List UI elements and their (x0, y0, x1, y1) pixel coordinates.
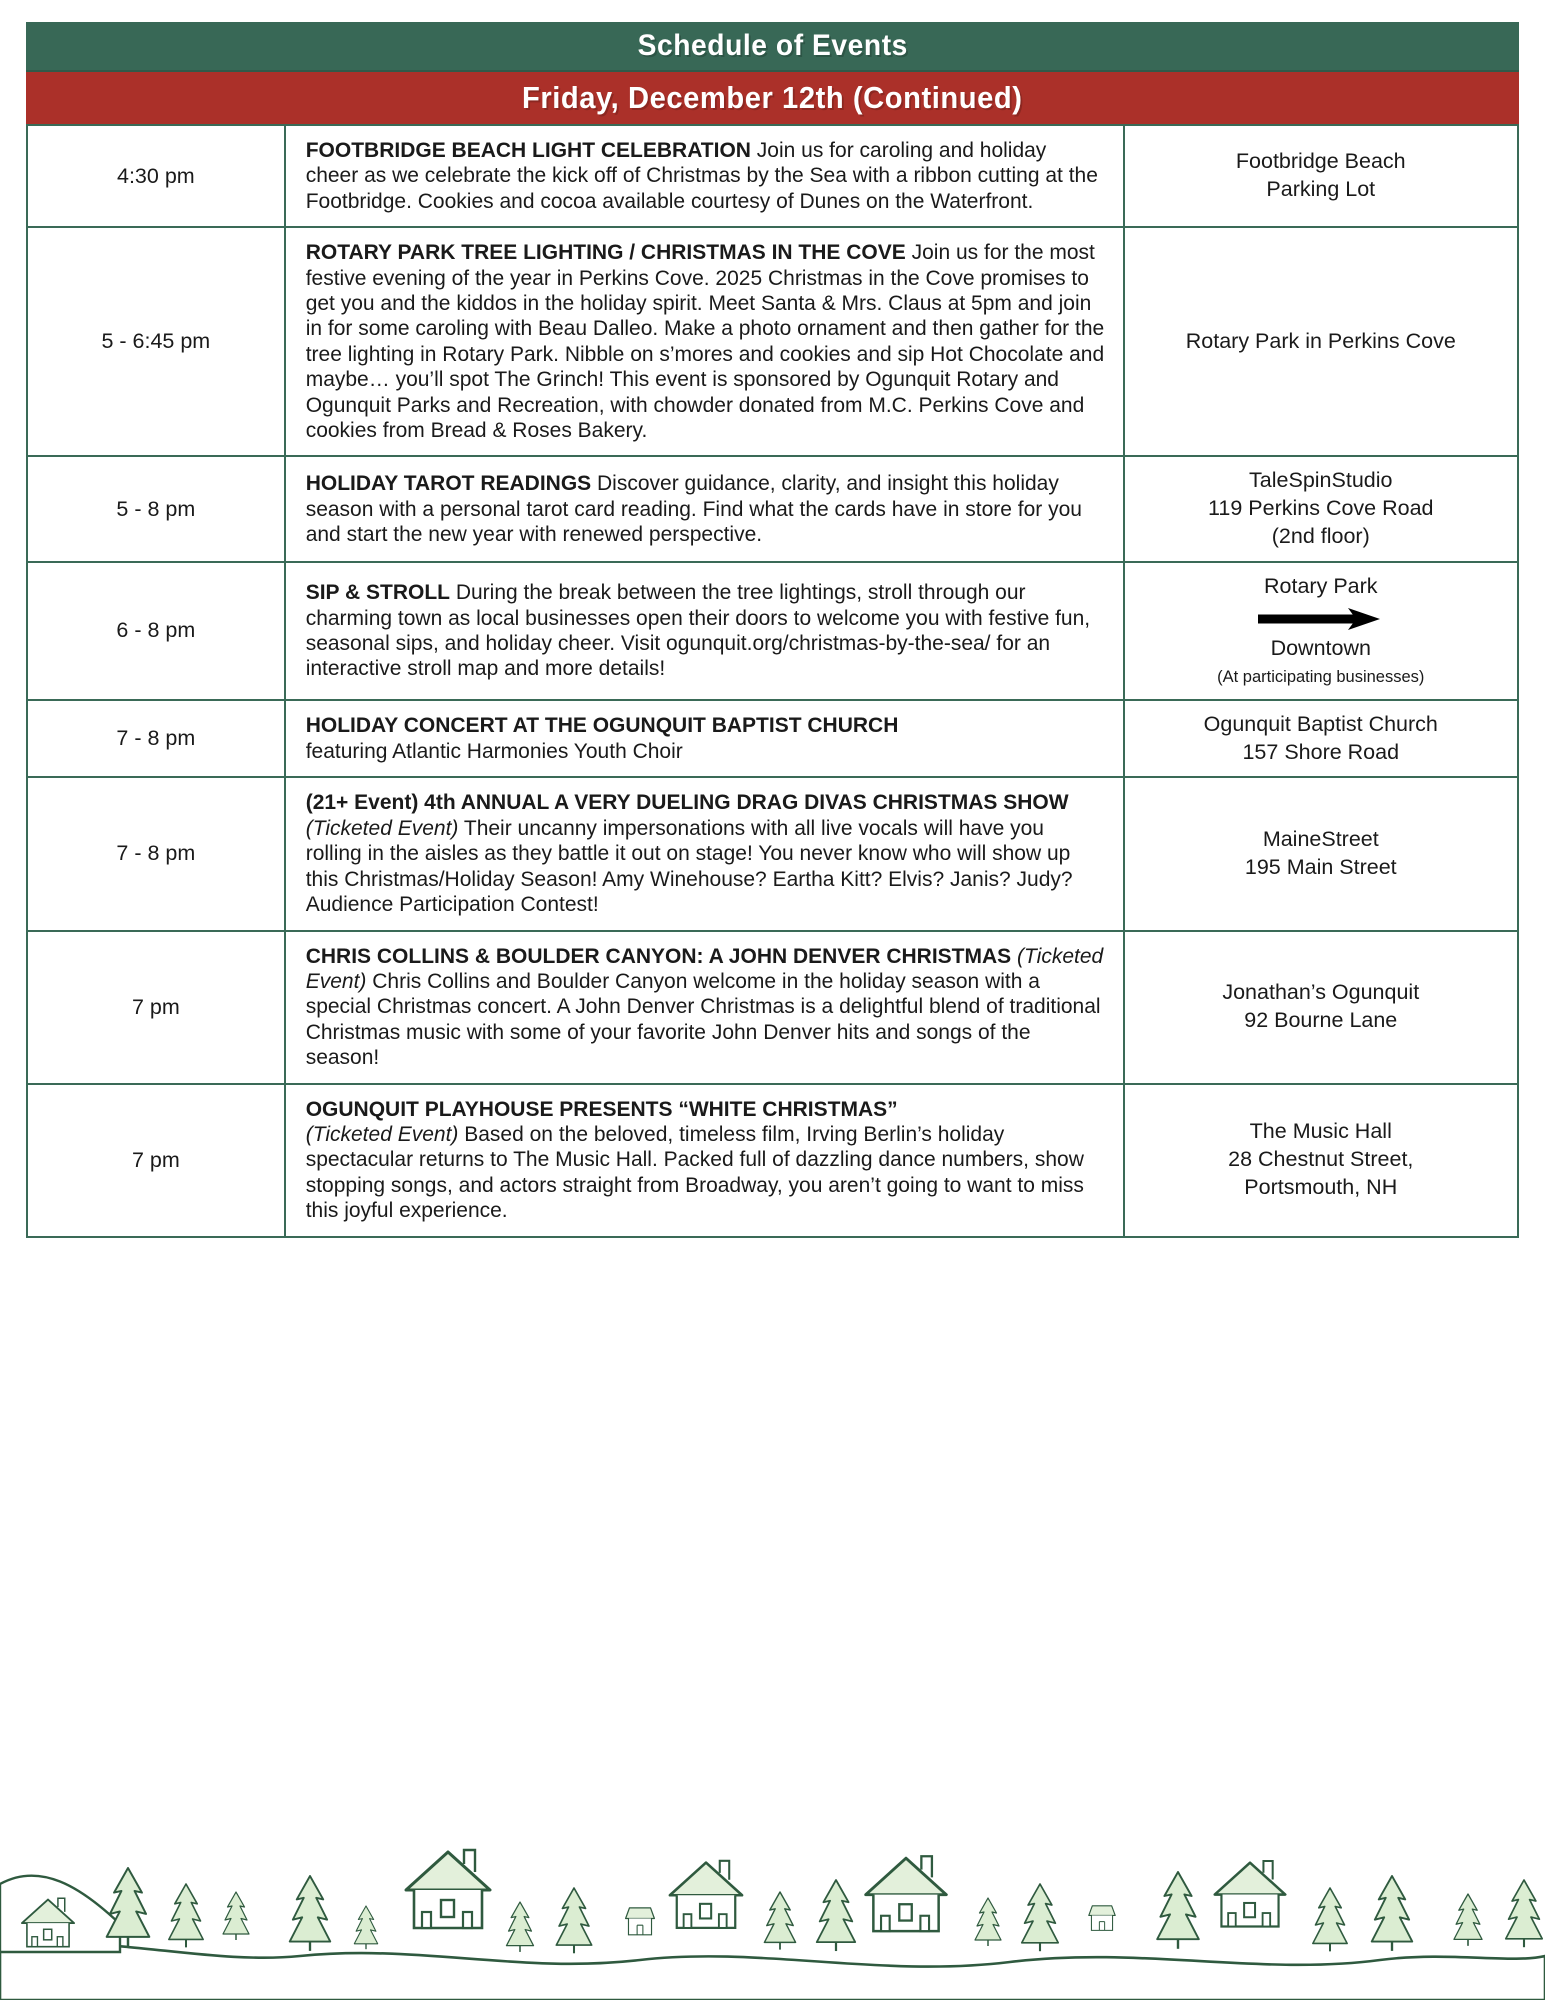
event-title: (21+ Event) 4th ANNUAL A VERY DUELING DRAG DIVAS CHRISTMAS SHOW (305, 791, 1069, 815)
event-title: HOLIDAY TAROT READINGS (305, 472, 592, 496)
event-time: 7 pm (27, 1084, 285, 1237)
event-description (285, 125, 1124, 227)
date-header-banner (26, 70, 1519, 124)
ticketed-note: (Ticketed Event) (305, 816, 459, 840)
date-subtitle: Friday, December 12th (Continued) (522, 80, 1023, 115)
location-line: Rotary Park in Perkins Cove (1185, 328, 1456, 353)
event-title: ROTARY PARK TREE LIGHTING / CHRISTMAS IN THE COVE (305, 241, 906, 265)
location-note: (At participating businesses) (1217, 668, 1425, 687)
event-time: 7 - 8 pm (27, 777, 285, 930)
arrow-origin-label: Rotary Park (1264, 574, 1378, 599)
event-description (285, 931, 1124, 1084)
location-line: TaleSpinStudio (1249, 468, 1393, 493)
table-row (27, 227, 1518, 456)
event-title: CHRIS COLLINS & BOULDER CANYON: A JOHN DENVER CHRISTMAS (305, 944, 1012, 968)
event-time: 5 - 8 pm (27, 456, 285, 562)
location-line: MaineStreet (1262, 827, 1379, 852)
event-description (285, 562, 1124, 699)
event-body: Based on the beloved, timeless film, Irving Berlin’s holiday spectacular returns to The Music Hall. Packed full of dazzling dance numbers, show stopping songs, and actors straight from Broadway, you aren’t going to want to miss this joyful experience. (305, 1122, 1084, 1223)
event-body: featuring Atlantic Harmonies Youth Choir (305, 739, 683, 763)
location-line: Jonathan’s Ogunquit (1222, 980, 1420, 1005)
event-body: Join us for caroling and holiday cheer as we celebrate the kick off of Christmas by the Sea with a ribbon cutting at the Footbridge. Cookies and cocoa available courtesy of Dunes on the Waterfront. (305, 139, 1098, 213)
location-line: 92 Bourne Lane (1244, 1008, 1398, 1033)
event-time: 4:30 pm (27, 125, 285, 227)
event-title: OGUNQUIT PLAYHOUSE PRESENTS “WHITE CHRISTMAS” (305, 1097, 898, 1121)
event-description (285, 700, 1124, 778)
ticketed-note: (Ticketed Event) (305, 944, 1104, 993)
event-location (1124, 1084, 1518, 1237)
location-line: Footbridge Beach (1235, 149, 1406, 174)
page-title: Schedule of Events (637, 29, 908, 62)
ticketed-note: (Ticketed Event) (305, 1122, 459, 1146)
event-location (1124, 125, 1518, 227)
table-row (27, 931, 1518, 1084)
event-body: Discover guidance, clarity, and insight this holiday season with a personal tarot card reading. Find what the cards have in store for you and start the new year with renewed perspective. (305, 472, 1082, 547)
event-location (1124, 562, 1518, 699)
location-line: 119 Perkins Cove Road (1208, 496, 1434, 521)
event-location (1124, 931, 1518, 1084)
event-location (1124, 700, 1518, 778)
event-time: 5 - 6:45 pm (27, 227, 285, 456)
events-table-body (27, 125, 1518, 1237)
event-title: HOLIDAY CONCERT AT THE OGUNQUIT BAPTIST CHURCH (305, 714, 899, 738)
table-row (27, 1084, 1518, 1237)
table-row (27, 562, 1518, 699)
event-title: SIP & STROLL (305, 581, 450, 605)
location-line: 157 Shore Road (1242, 739, 1400, 764)
event-location (1124, 777, 1518, 930)
event-time: 7 pm (27, 931, 285, 1084)
event-description (285, 227, 1124, 456)
event-description (285, 777, 1124, 930)
location-line: 28 Chestnut Street, (1228, 1147, 1414, 1172)
event-body: Their uncanny impersonations with all live vocals will have you rolling in the aisles as they battle it out on stage! You never know who will show up this Christmas/Holiday Season! Amy Winehouse? Eartha Kitt? Elvis? Janis? Judy? Audience Participation Contest! (305, 816, 1073, 917)
location-line: The Music Hall (1249, 1119, 1392, 1144)
schedule-header-banner (26, 22, 1519, 70)
event-description (285, 456, 1124, 562)
event-location (1124, 456, 1518, 562)
location-line: Ogunquit Baptist Church (1203, 711, 1438, 736)
event-location (1124, 227, 1518, 456)
event-body: Join us for the most festive evening of the year in Perkins Cove. 2025 Christmas in the Cove promises to get you and the kiddos in the holiday spirit. Meet Santa & Mrs. Claus at 5pm and join in for some caroling with Beau Dalleo. Make a photo ornament and then gather for the tree lighting in Rotary Park. Nibble on s’mores and cookies and sip Hot Chocolate and maybe… you’ll spot The Grinch! This event is sponsored by Ogunquit Rotary and Ogunquit Parks and Recreation, with chowder donated from M.C. Perkins Cove and cookies from Bread & Roses Bakery. (305, 241, 1105, 443)
location-arrow-group (1133, 573, 1509, 688)
event-body: Chris Collins and Boulder Canyon welcome in the holiday season with a special Christmas concert. A John Denver Christmas is a delightful blend of traditional Christmas music with some of your favorite John Denver hits and songs of the season! (305, 969, 1101, 1070)
location-line: 195 Main Street (1244, 854, 1397, 879)
right-arrow-icon (1256, 606, 1386, 632)
event-description (285, 1084, 1124, 1237)
event-body: During the break between the tree lightings, stroll through our charming town as local businesses open their doors to welcome you with festive fun, seasonal sips, and holiday cheer. Visit ogunquit.org/christmas-by-the-sea/ for an interactive stroll map and more details! (305, 581, 1091, 681)
event-time: 6 - 8 pm (27, 562, 285, 699)
location-line: Parking Lot (1266, 177, 1376, 202)
table-row (27, 777, 1518, 930)
event-title: FOOTBRIDGE BEACH LIGHT CELEBRATION (305, 139, 751, 162)
table-row (27, 700, 1518, 778)
event-time: 7 - 8 pm (27, 700, 285, 778)
location-line: (2nd floor) (1271, 524, 1370, 549)
table-row (27, 456, 1518, 562)
table-row (27, 125, 1518, 227)
location-line: Portsmouth, NH (1244, 1175, 1398, 1200)
events-table (26, 124, 1519, 1238)
arrow-destination-label: Downtown (1270, 636, 1371, 661)
